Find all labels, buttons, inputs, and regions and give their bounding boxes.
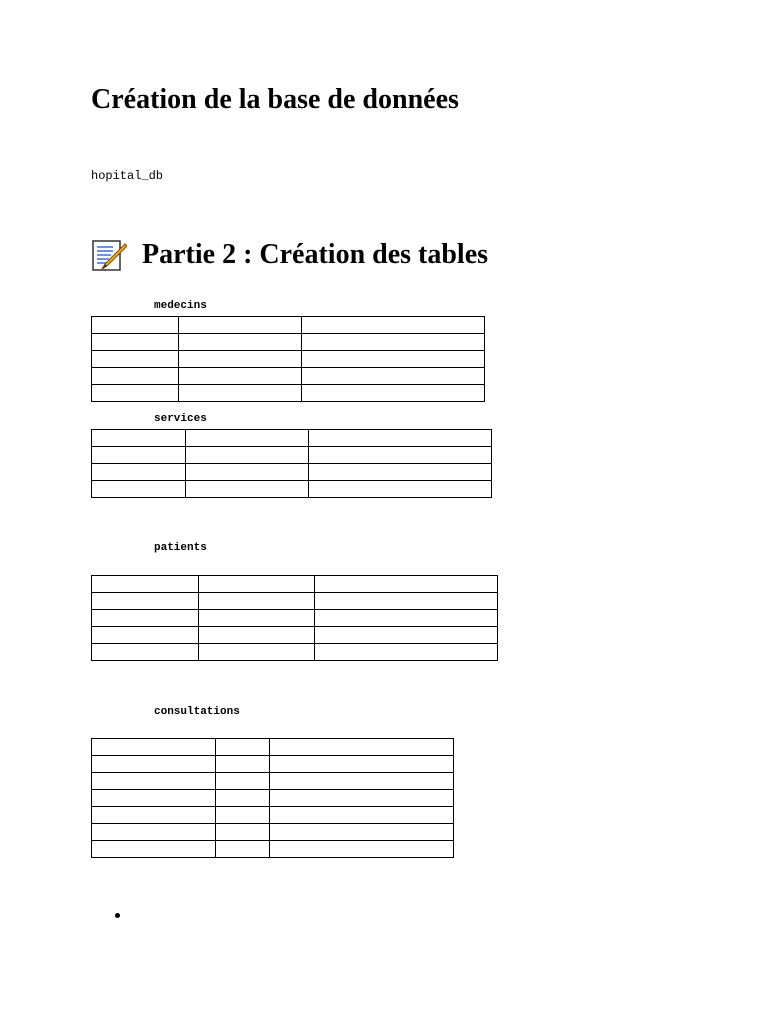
table-row	[92, 481, 492, 498]
table-label-services: services	[154, 413, 207, 425]
table-row	[92, 610, 498, 627]
memo-icon	[91, 238, 127, 272]
section-title-text: Partie 2 : Création des tables	[142, 239, 489, 270]
table-row	[92, 593, 498, 610]
table-row	[92, 773, 454, 790]
table-row	[92, 385, 485, 402]
table-label-consultations: consultations	[154, 706, 240, 718]
section-title	[91, 238, 488, 272]
database-name: hopital_db	[91, 169, 164, 183]
table-row	[92, 368, 485, 385]
table-consultations	[91, 738, 454, 858]
table-patients	[91, 575, 498, 661]
table-row	[92, 430, 492, 447]
page-title: Création de la base de données	[91, 84, 459, 115]
table-row	[92, 790, 454, 807]
table-services	[91, 429, 492, 498]
table-row	[92, 351, 485, 368]
table-label-medecins: medecins	[154, 300, 207, 312]
table-row	[92, 627, 498, 644]
table-row	[92, 447, 492, 464]
table-row	[92, 824, 454, 841]
table-row	[92, 644, 498, 661]
table-row	[92, 756, 454, 773]
table-row	[92, 576, 498, 593]
table-row	[92, 334, 485, 351]
table-row	[92, 464, 492, 481]
table-row	[92, 841, 454, 858]
table-label-patients: patients	[154, 542, 207, 554]
table-row	[92, 739, 454, 756]
list-bullet	[115, 913, 120, 918]
table-row	[92, 317, 485, 334]
table-medecins	[91, 316, 485, 402]
table-row	[92, 807, 454, 824]
